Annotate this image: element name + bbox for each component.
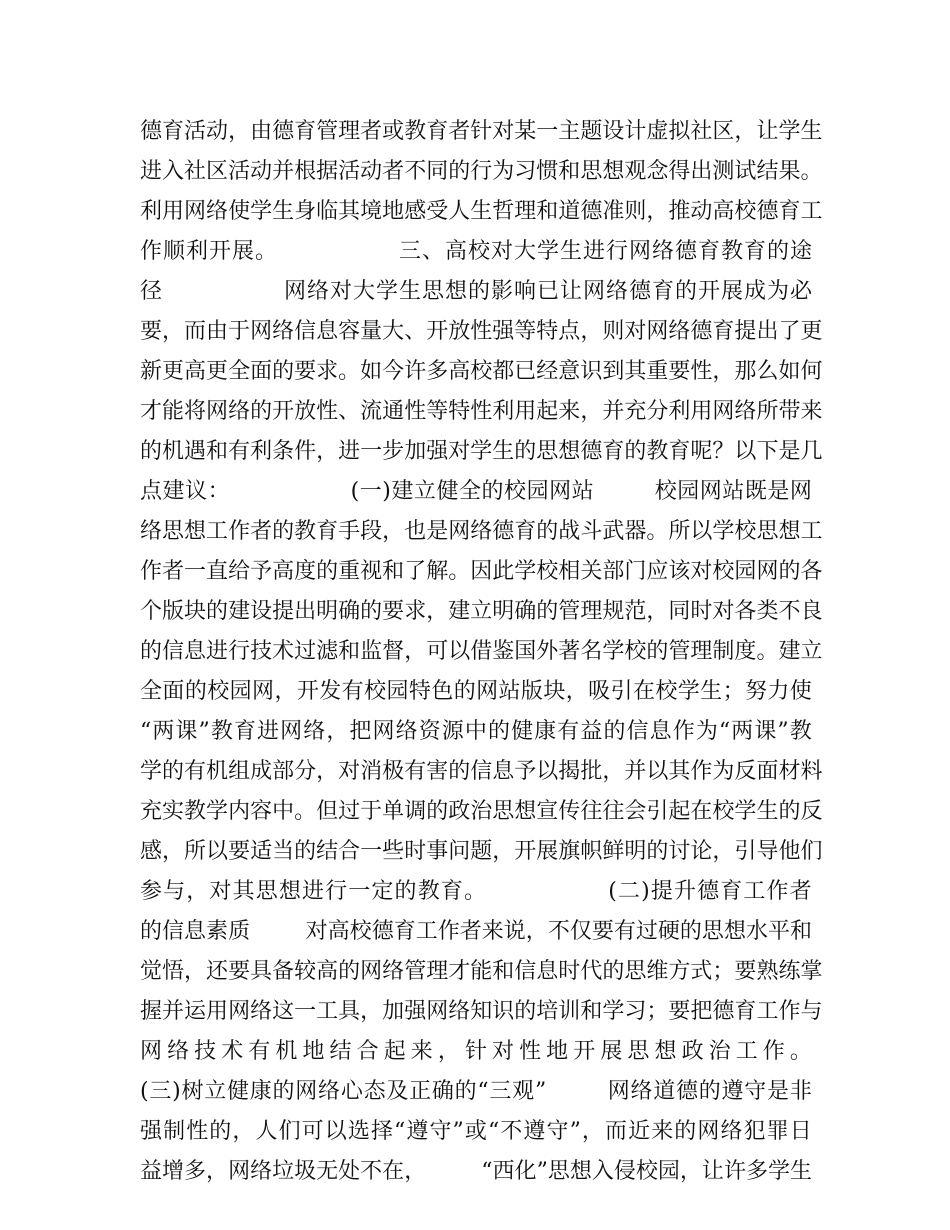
- text-line: “ 两 课 ” 教 育 进 网 络 ， 把 网 络 资 源 中 的 健 康 有 益 的 信 息 作 为 “ 两 课 ” 教: [140, 719, 812, 744]
- text-line: ( 三 ) 树 立 健 康 的 网 络 心 态 及 正 确 的 “ 三 观 ” 网 络 道 德 的 遵 守 是 非: [140, 1079, 812, 1104]
- text-line: 的 信 息 素 质 对 高 校 德 育 工 作 者 来 说 ， 不 仅 要 有 过 硬 的 思 想 水 平 和: [140, 919, 812, 944]
- text-line: 学 的 有 机 组 成 部 分 ， 对 消 极 有 害 的 信 息 予 以 揭 批 ， 并 以 其 作 为 反 面 材 料: [140, 759, 823, 784]
- text-line: 作 者 一 直 给 予 高 度 的 重 视 和 了 解 。 因 此 学 校 相 关 部 门 应 该 对 校 园 网 的 各: [140, 559, 823, 584]
- text-line: 强 制 性 的 ， 人 们 可 以 选 择 “ 遵 守 ” 或 “ 不 遵 守 ” ， 而 近 来 的 网 络 犯 罪 日: [140, 1119, 812, 1144]
- text-line: 德 育 活 动 ， 由 德 育 管 理 者 或 教 育 者 针 对 某 一 主 题 设 计 虚 拟 社 区 ， 让 学 生: [140, 119, 823, 144]
- text-line: 全 面 的 校 园 网 ， 开 发 有 校 园 特 色 的 网 站 版 块 ， 吸 引 在 校 学 生 ； 努 力 使: [140, 679, 812, 704]
- text-line: 进 入 社 区 活 动 并 根 据 活 动 者 不 同 的 行 为 习 惯 和 思 想 观 念 得 出 测 试 结 果 。: [140, 159, 823, 184]
- text-line: 径 网 络 对 大 学 生 思 想 的 影 响 已 让 网 络 德 育 的 开 展 成 为 必: [140, 279, 812, 304]
- text-line: 握 并 运 用 网 络 这 一 工 具 ， 加 强 网 络 知 识 的 培 训 和 学 习 ； 要 把 德 育 工 作 与: [140, 999, 823, 1024]
- text-line: 网 络 技 术 有 机 地 结 合 起 来 ， 针 对 性 地 开 展 思 想 政 治 工 作 。: [140, 1039, 812, 1064]
- text-line: 充 实 教 学 内 容 中 。 但 过 于 单 调 的 政 治 思 想 宣 传 往 往 会 引 起 在 校 学 生 的 反: [140, 799, 823, 824]
- text-line: 的 机 遇 和 有 利 条 件 ， 进 一 步 加 强 对 学 生 的 思 想 德 育 的 教 育 呢 ？ 以 下 是 几: [140, 439, 823, 464]
- text-line: 点 建 议 ： ( 一 ) 建 立 健 全 的 校 园 网 站 校 园 网 站 既 是 网: [140, 479, 812, 504]
- text-line: 参 与 ， 对 其 思 想 进 行 一 定 的 教 育 。 ( 二 ) 提 升 德 育 工 作 者: [140, 879, 812, 904]
- body-text: [140, 112, 823, 1192]
- text-line: 才 能 将 网 络 的 开 放 性 、 流 通 性 等 特 性 利 用 起 来 ， 并 充 分 利 用 网 络 所 带 来: [140, 399, 823, 424]
- text-line: 的 信 息 进 行 技 术 过 滤 和 监 督 ， 可 以 借 鉴 国 外 著 名 学 校 的 管 理 制 度 。 建 立: [140, 639, 823, 664]
- text-line: 觉 悟 ， 还 要 具 备 较 高 的 网 络 管 理 才 能 和 信 息 时 代 的 思 维 方 式 ； 要 熟 练 掌: [140, 959, 823, 984]
- text-line: 作 顺 利 开 展 。 三 、 高 校 对 大 学 生 进 行 网 络 德 育 教 育 的 途: [140, 239, 812, 264]
- text-line: 益 增 多 ， 网 络 垃 圾 无 处 不 在 ， “ 西 化 ” 思 想 入 侵 校 园 ， 让 许 多 学 生: [140, 1159, 812, 1184]
- text-line: 个 版 块 的 建 设 提 出 明 确 的 要 求 ， 建 立 明 确 的 管 理 规 范 ， 同 时 对 各 类 不 良: [140, 599, 823, 624]
- text-line: 新 更 高 更 全 面 的 要 求 。 如 今 许 多 高 校 都 已 经 意 识 到 其 重 要 性 ， 那 么 如 何: [140, 359, 823, 384]
- text-line: 络 思 想 工 作 者 的 教 育 手 段 ， 也 是 网 络 德 育 的 战 斗 武 器 。 所 以 学 校 思 想 工: [140, 519, 823, 544]
- text-line: 感 ， 所 以 要 适 当 的 结 合 一 些 时 事 问 题 ， 开 展 旗 帜 鲜 明 的 讨 论 ， 引 导 他 们: [140, 839, 823, 864]
- text-line: 利 用 网 络 使 学 生 身 临 其 境 地 感 受 人 生 哲 理 和 道 德 准 则 ， 推 动 高 校 德 育 工: [140, 199, 823, 224]
- text-line: 要 ， 而 由 于 网 络 信 息 容 量 大 、 开 放 性 强 等 特 点 ， 则 对 网 络 德 育 提 出 了 更: [140, 319, 823, 344]
